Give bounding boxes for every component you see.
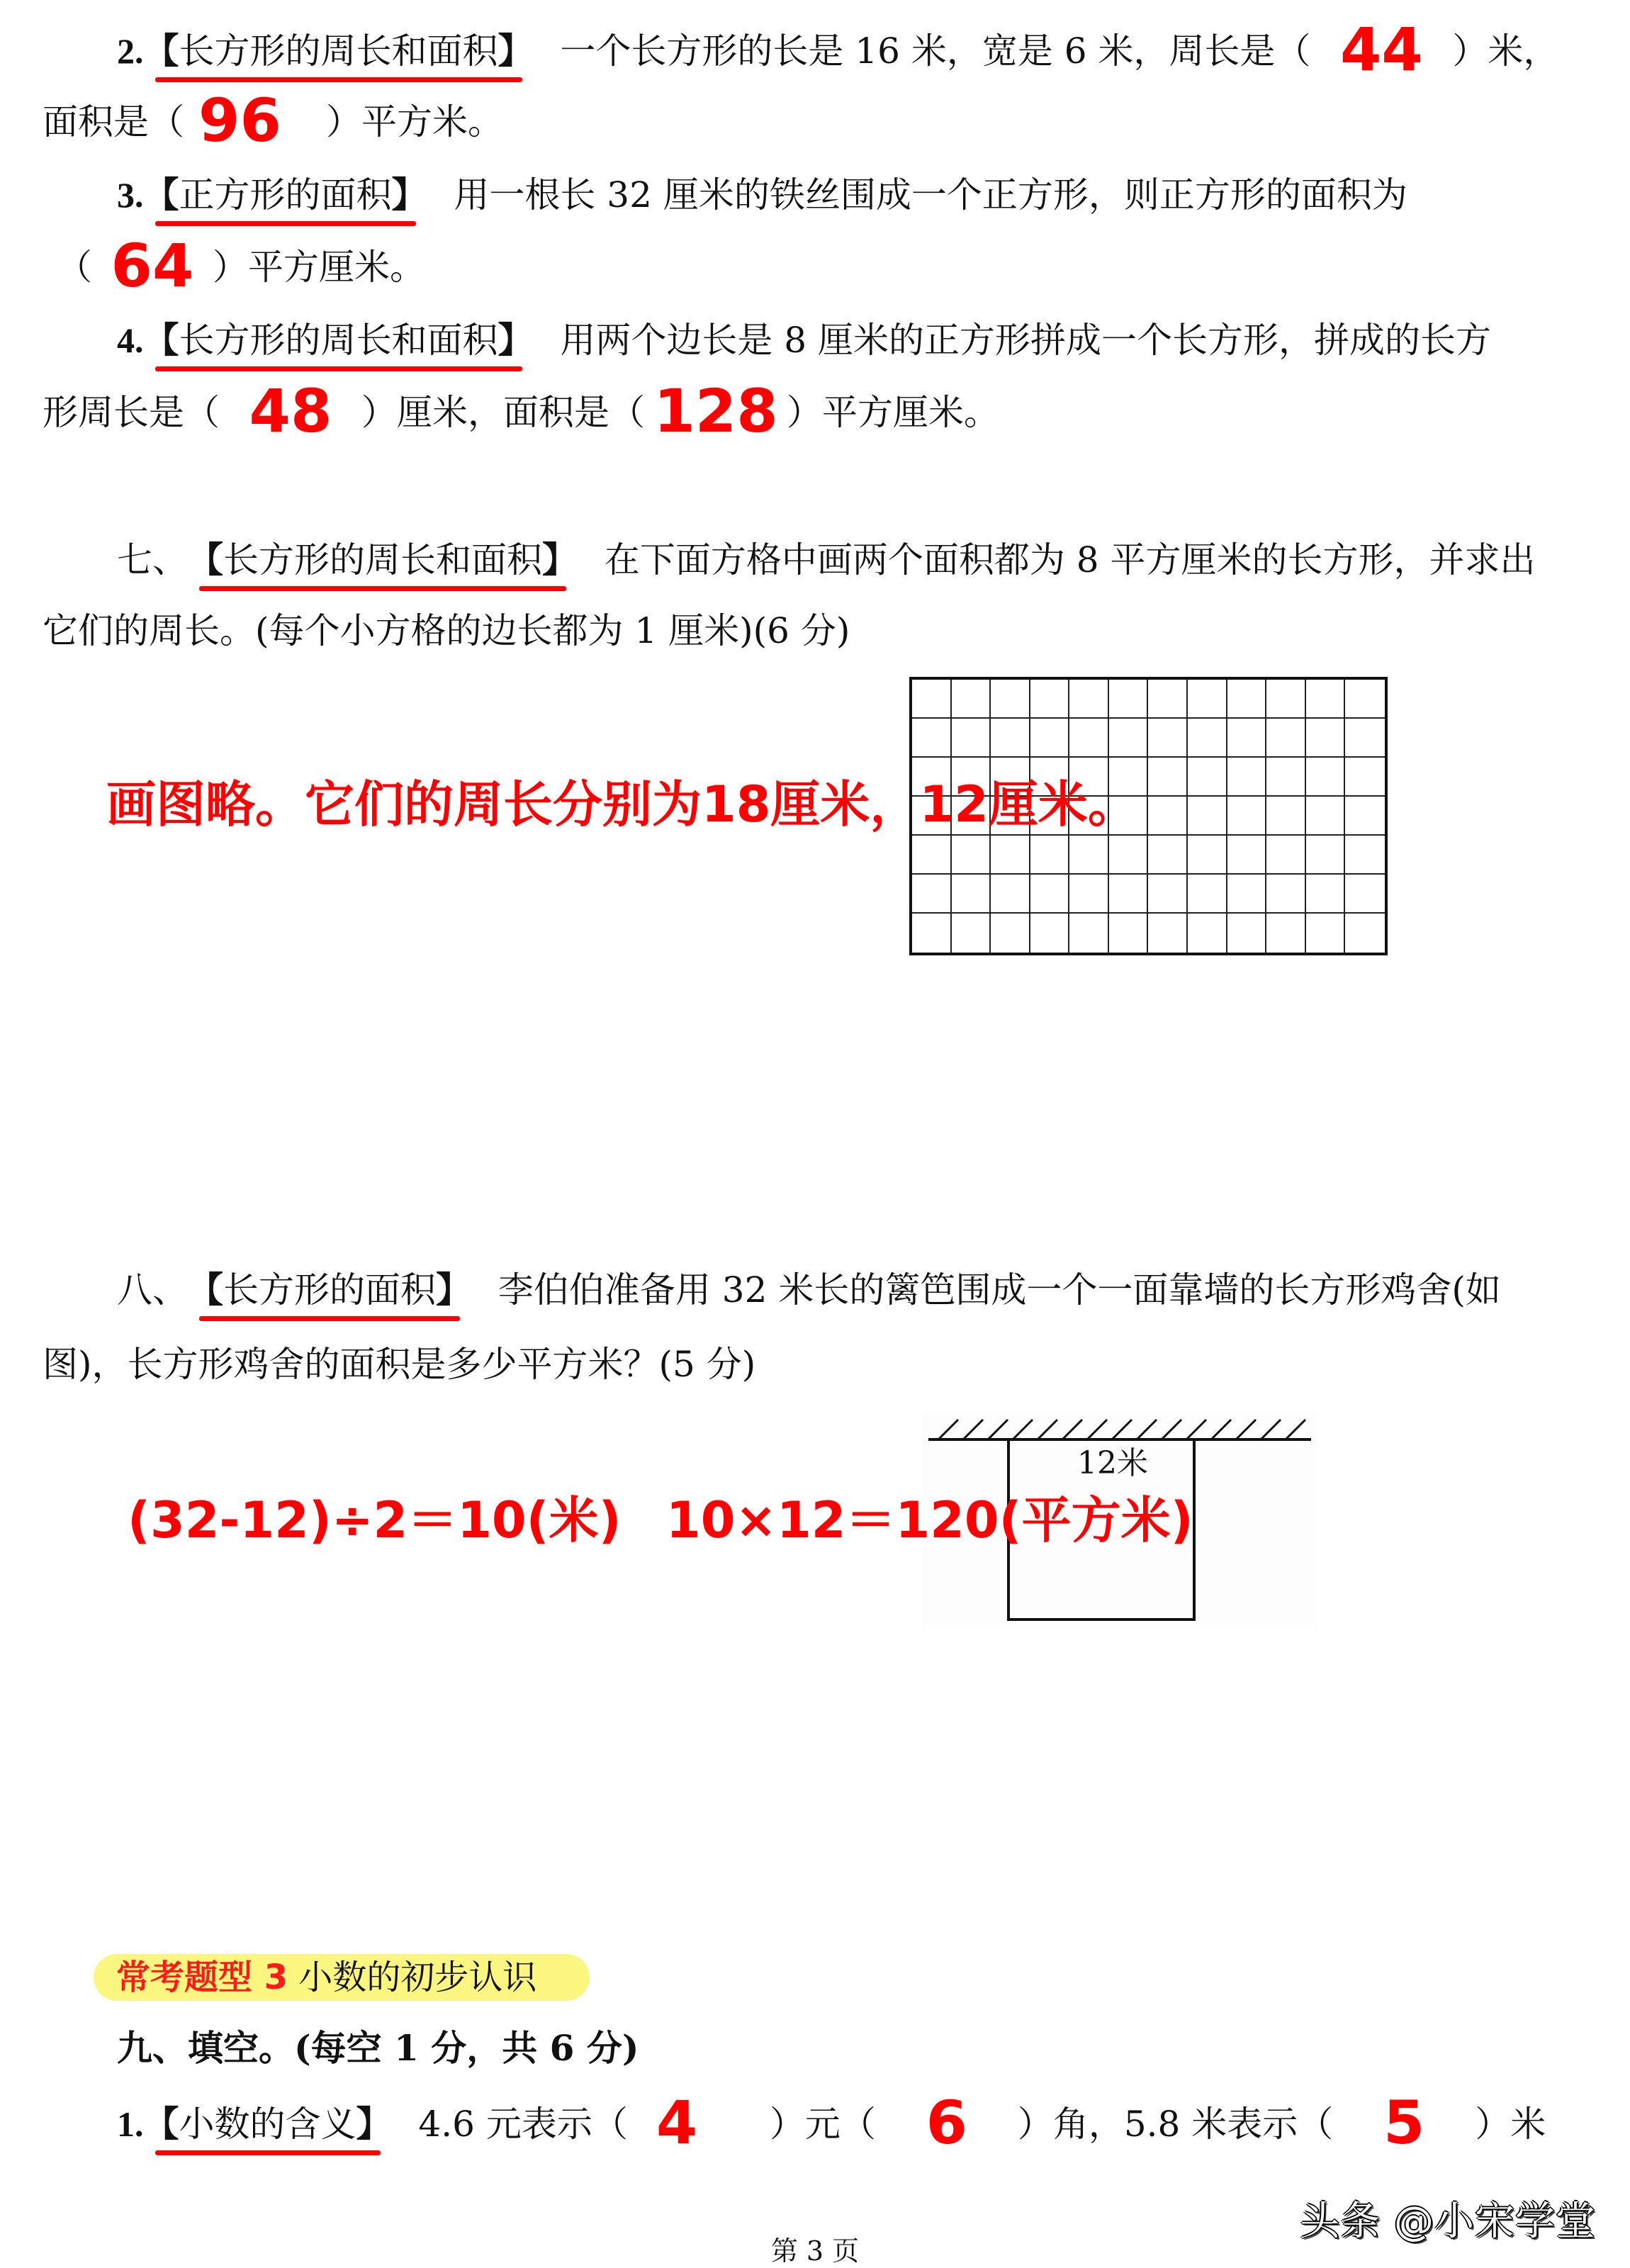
q9-answer-mi: 5 <box>1383 2088 1425 2157</box>
q8-answer-step1: (32-12)÷2＝10(米) <box>128 1491 622 1549</box>
q2-text-b: ）米， <box>1452 30 1559 72</box>
grid-cell <box>991 914 1030 953</box>
q7-line-1 <box>117 539 1536 581</box>
grid-cell <box>912 914 952 953</box>
q3-text-b: （ <box>57 247 92 288</box>
q8-answer-step2: 10×12＝120(平方米) <box>666 1491 1193 1549</box>
q2-text-c: 面积是（ <box>43 101 184 142</box>
q2-text-d: ）平方米。 <box>326 101 503 142</box>
grid-cell <box>1109 914 1149 953</box>
grid-cell <box>1069 680 1109 719</box>
grid-cell <box>1188 758 1227 797</box>
grid-cell <box>1227 797 1267 836</box>
grid-cell <box>912 836 952 875</box>
grid-cell <box>952 680 991 719</box>
grid-cell <box>952 914 991 953</box>
section-badge <box>94 1954 590 2001</box>
q4-text-d: ）平方厘米。 <box>787 392 999 433</box>
grid-cell <box>1109 875 1149 914</box>
q9-item1-text-a: 4.6 元表示（ <box>418 2104 628 2145</box>
q4-line-2 <box>43 376 999 446</box>
q2-text-a: 一个长方形的长是 16 米，宽是 6 米，周长是（ <box>560 30 1311 72</box>
q9-answer-yuan: 4 <box>656 2088 698 2157</box>
grid-cell <box>1148 680 1188 719</box>
coop-length-label: 12米 <box>1077 1445 1148 1481</box>
grid-cell <box>1148 836 1188 875</box>
q4-topic-tag: 【长方形的周长和面积】 <box>144 319 534 361</box>
grid-cell <box>1188 680 1227 719</box>
q4-number: 4. <box>117 320 144 360</box>
section-badge-topic: 小数的初步认识 <box>298 1958 537 1997</box>
grid-cell <box>1188 797 1227 836</box>
q7-topic-label: 长方形的周长和面积 <box>223 539 542 580</box>
grid-cell <box>912 719 952 758</box>
q8-number: 八、 <box>117 1269 188 1310</box>
q9-title: 九、填空。(每空 1 分，共 6 分) <box>117 2027 639 2069</box>
grid-cell <box>952 719 991 758</box>
q2-line-1 <box>117 15 1559 84</box>
q3-answer: 64 <box>111 231 194 301</box>
grid-cell <box>991 680 1030 719</box>
q8-topic-tag: 【长方形的面积】 <box>188 1269 471 1311</box>
grid-cell <box>1188 875 1227 914</box>
grid-cell <box>1148 797 1188 836</box>
q2-answer-perimeter: 44 <box>1339 15 1423 84</box>
grid-cell <box>1345 875 1385 914</box>
grid-cell <box>1069 875 1109 914</box>
grid-cell <box>1345 680 1385 719</box>
q7-number: 七、 <box>117 539 188 580</box>
grid-cell <box>1345 758 1385 797</box>
grid-cell <box>1345 836 1385 875</box>
q3-line-1 <box>117 174 1407 216</box>
q9-answer-jiao: 6 <box>926 2088 968 2157</box>
q4-topic-label: 长方形的周长和面积 <box>179 320 498 361</box>
grid-cell <box>912 875 952 914</box>
grid-cell <box>1148 719 1188 758</box>
q9-item1-topic-label: 小数的含义 <box>179 2104 356 2145</box>
grid-cell <box>912 680 952 719</box>
grid-cell <box>1069 914 1109 953</box>
q4-line-1 <box>117 319 1491 361</box>
q2-topic-label: 长方形的周长和面积 <box>179 30 498 72</box>
grid-cell <box>1306 758 1346 797</box>
q4-text-b: 形周长是（ <box>43 392 220 433</box>
grid-cell <box>1306 875 1346 914</box>
section-badge-type: 常考题型 3 <box>116 1958 288 1997</box>
red-underline <box>155 77 522 82</box>
grid-cell <box>1148 875 1188 914</box>
grid-cell <box>991 719 1030 758</box>
q4-answer-perimeter: 48 <box>249 376 332 446</box>
grid-cell <box>1030 719 1070 758</box>
q4-answer-area: 128 <box>653 376 778 446</box>
grid-cell <box>1188 914 1227 953</box>
q7-answer: 画图略。它们的周长分别为18厘米，12厘米。 <box>106 775 1137 833</box>
red-underline <box>199 1316 460 1321</box>
grid-cell <box>1030 836 1070 875</box>
q9-item1-topic-tag: 【小数的含义】 <box>144 2103 392 2145</box>
red-underline <box>155 221 416 226</box>
grid-cell <box>1227 719 1267 758</box>
q3-text-a: 用一根长 32 厘米的铁丝围成一个正方形，则正方形的面积为 <box>454 174 1407 215</box>
grid-cell <box>1148 914 1188 953</box>
grid-cell <box>1266 836 1306 875</box>
grid-cell <box>1227 914 1267 953</box>
q2-answer-area: 96 <box>198 86 281 155</box>
grid-cell <box>1227 680 1267 719</box>
q9-item1-line <box>117 2088 1546 2157</box>
grid-cell <box>1306 680 1346 719</box>
q3-line-2 <box>57 231 425 301</box>
q8-text-b: 图)，长方形鸡舍的面积是多少平方米？(5 分) <box>43 1344 756 1385</box>
grid-cell <box>1266 797 1306 836</box>
grid-cell <box>1069 719 1109 758</box>
grid-cell <box>1030 875 1070 914</box>
q7-topic-tag: 【长方形的周长和面积】 <box>188 539 578 581</box>
grid-cell <box>991 836 1030 875</box>
grid-cell <box>1266 758 1306 797</box>
grid-cell <box>1345 719 1385 758</box>
q8-topic-label: 长方形的面积 <box>223 1269 436 1310</box>
grid-cell <box>1345 797 1385 836</box>
q2-topic-tag: 【长方形的周长和面积】 <box>144 30 534 72</box>
grid-cell <box>1227 875 1267 914</box>
grid-cell <box>952 875 991 914</box>
q8-line-1 <box>117 1269 1501 1311</box>
grid-cell <box>1109 680 1149 719</box>
q8-text-a: 李伯伯准备用 32 米长的篱笆围成一个一面靠墙的长方形鸡舍(如 <box>498 1269 1501 1310</box>
grid-cell <box>1148 758 1188 797</box>
q9-item1-text-d: ）米 <box>1475 2104 1546 2145</box>
q9-item1-text-b: ）元（ <box>769 2104 876 2145</box>
q3-topic-label: 正方形的面积 <box>179 174 392 215</box>
q4-text-a: 用两个边长是 8 厘米的正方形拼成一个长方形，拼成的长方 <box>560 320 1492 361</box>
q4-text-c: ）厘米，面积是（ <box>361 392 645 433</box>
red-underline <box>199 586 566 591</box>
grid-cell <box>1306 914 1346 953</box>
grid-cell <box>1109 836 1149 875</box>
page-number: 第 3 页 <box>770 2235 860 2267</box>
grid-cell <box>1266 914 1306 953</box>
grid-cell <box>1345 914 1385 953</box>
q9-item1-text-c: ）角，5.8 米表示（ <box>1017 2104 1334 2145</box>
grid-cell <box>1266 719 1306 758</box>
grid-cell <box>1227 836 1267 875</box>
grid-cell <box>991 875 1030 914</box>
grid-cell <box>1306 797 1346 836</box>
q2-line-2 <box>43 86 503 155</box>
q3-text-c: ）平方厘米。 <box>213 247 425 288</box>
q7-text-b: 它们的周长。(每个小方格的边长都为 1 厘米)(6 分) <box>43 610 850 651</box>
grid-cell <box>1109 719 1149 758</box>
grid-cell <box>1306 719 1346 758</box>
grid-cell <box>1306 836 1346 875</box>
q3-topic-tag: 【正方形的面积】 <box>144 174 427 216</box>
grid-cell <box>1227 758 1267 797</box>
q9-item1-number: 1. <box>117 2104 144 2144</box>
red-underline <box>155 366 522 371</box>
grid-cell <box>1266 875 1306 914</box>
grid-cell <box>1188 719 1227 758</box>
grid-cell <box>1188 836 1227 875</box>
q7-text-a: 在下面方格中画两个面积都为 8 平方厘米的长方形，并求出 <box>604 539 1536 580</box>
q8-line-2 <box>43 1343 755 1386</box>
grid-cell <box>952 836 991 875</box>
watermark: 头条 @小宋学堂 <box>1300 2199 1596 2245</box>
q2-number: 2. <box>117 31 144 71</box>
red-underline <box>155 2150 381 2155</box>
grid-cell <box>1030 914 1070 953</box>
grid-cell <box>1069 836 1109 875</box>
grid-cell <box>1030 680 1070 719</box>
grid-cell <box>1266 680 1306 719</box>
q3-number: 3. <box>117 175 144 215</box>
q7-line-2 <box>43 610 850 652</box>
